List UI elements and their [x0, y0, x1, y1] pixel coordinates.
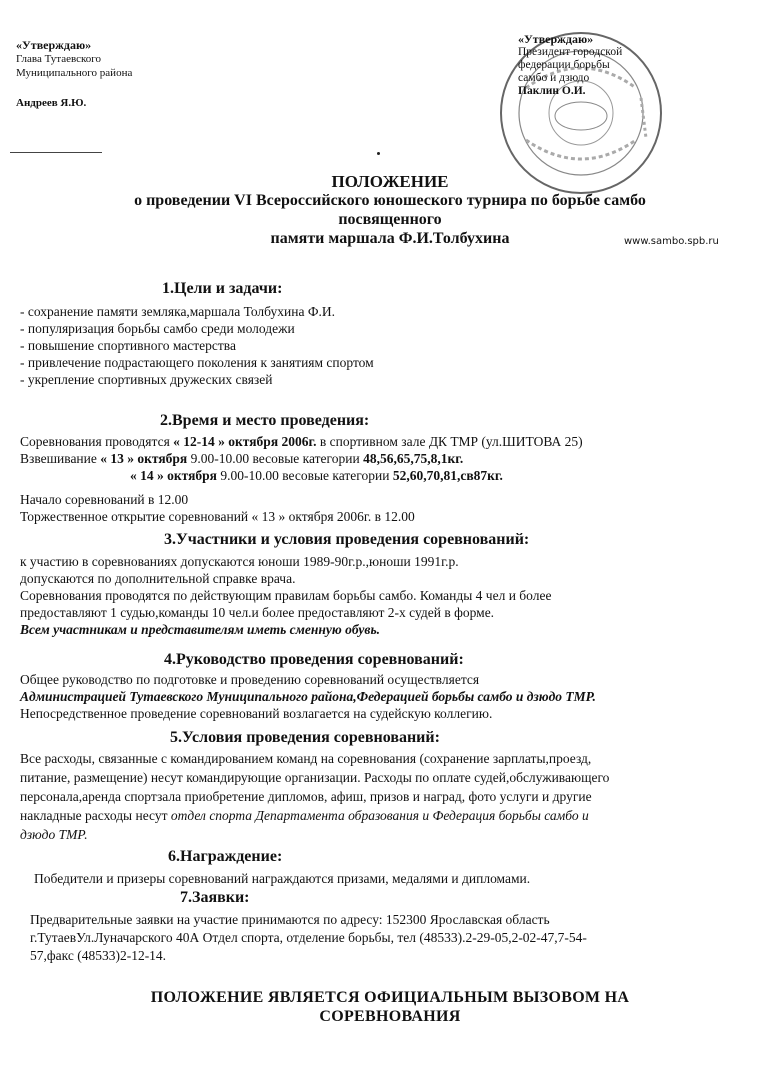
section2-body: [20, 433, 750, 525]
text-span: 9.00-10.00 весовые категории: [216, 468, 393, 483]
section7-line1: Предварительные заявки на участие принимаются по адресу: 152300 Ярославская область: [30, 912, 550, 927]
weight-categories: 52,60,70,81,св87кг.: [392, 468, 503, 483]
section7-line3: 57,факс (48533)2-12-14.: [30, 948, 167, 963]
document-title: [60, 172, 720, 248]
text-span: Взвешивание: [20, 451, 101, 466]
text-span: 9.00-10.00 весовые категории: [187, 451, 364, 466]
section3-line5: Всем участникам и представителям иметь сменную обувь.: [20, 622, 380, 637]
weight-categories: 48,56,65,75,8,1кг.: [363, 451, 464, 466]
section4-line1: Общее руководство по подготовке и проведению соревнований осуществляется: [20, 672, 480, 687]
section6-line1: Победители и призеры соревнований награждаются призами, медалями и дипломами.: [34, 871, 531, 886]
section2-line2: [20, 450, 750, 467]
approval-left-heading: «Утверждаю»: [16, 38, 92, 52]
section5-body: [20, 749, 755, 844]
approval-left-line1: Глава Тутаевского: [16, 53, 101, 65]
section2-line4: Начало соревнований в 12.00: [20, 492, 189, 507]
section5-line1: Все расходы, связанные с командированием команд на соревнования (сохранение зарплаты,проезд,: [20, 751, 592, 766]
list-item: - укрепление спортивных дружеских связей: [20, 372, 273, 387]
approval-right-signatory: Паклин О.И.: [518, 85, 586, 97]
section6-heading: 6.Награждение:: [168, 848, 283, 865]
section3-line3: Соревнования проводятся по действующим правилам борьбы самбо. Команды 4 чел и более: [20, 588, 552, 603]
section2-line3: [20, 467, 750, 484]
approval-right-heading: «Утверждаю»: [518, 32, 594, 46]
approval-left: [16, 38, 132, 110]
responsible-party: отдел спорта Департамента образования и Федерация борьбы самбо и: [170, 808, 589, 823]
section3-line1: к участию в соревнованиях допускаются юноши 1989-90г.р.,юноши 1991г.р.: [20, 554, 459, 569]
signature-line: [10, 152, 102, 153]
list-item: - популяризация борьбы самбо среди молодежи: [20, 321, 295, 336]
list-item: - повышение спортивного мастерства: [20, 338, 236, 353]
approval-left-signatory: Андреев Я.Ю.: [16, 97, 87, 109]
footer-line2: СОРЕВНОВАНИЯ: [319, 1008, 461, 1025]
approval-left-line2: Муниципального района: [16, 67, 133, 79]
weigh-in-date: « 13 » октября: [100, 451, 188, 466]
approval-right-line2: федерации борьбы: [518, 59, 610, 71]
footer-line1: ПОЛОЖЕНИЕ ЯВЛЯЕТСЯ ОФИЦИАЛЬНЫМ ВЫЗОВОМ НА: [150, 989, 630, 1006]
section1-list: [20, 303, 374, 388]
approval-right: [518, 33, 622, 98]
section2-heading: 2.Время и место проведения:: [160, 412, 370, 429]
text-span: накладные расходы несут: [20, 808, 171, 823]
section5-heading: 5.Условия проведения соревнований:: [170, 729, 440, 746]
section5-line3: персонала,аренда спортзала приобретение дипломов, афиш, призов и наград, фото услуги и другие: [20, 789, 592, 804]
text-span: в спортивном зале ДК ТМР (ул.ШИТОВА 25): [316, 434, 583, 449]
section4-body: [20, 671, 755, 722]
section4-line3: Непосредственное проведение соревнований возлагается на судейскую коллегию.: [20, 706, 493, 721]
section7-body: [30, 911, 755, 965]
title-line3: посвященного: [338, 211, 442, 228]
section7-line2: г.ТутаевУл.Луначарского 40А Отдел спорта, отделение борьбы, тел (48533).2-29-05,2-02-47,7-54-: [30, 930, 587, 945]
section3-line4: предоставляют 1 судью,команды 10 чел.и более предоставляют 2-х судей в форме.: [20, 605, 495, 620]
section5-line2: питание, размещение) несут командирующие организации. Расходы по оплате судей,обслуживающего: [20, 770, 610, 785]
title-line2: о проведении VI Всероссийского юношеского турнира по борьбе самбо: [134, 192, 646, 209]
section7-heading: 7.Заявки:: [180, 889, 250, 906]
section3-line2: допускаются по дополнительной справке врача.: [20, 571, 296, 586]
title-main: ПОЛОЖЕНИЕ: [331, 172, 449, 191]
title-line4: памяти маршала Ф.И.Толбухина: [270, 230, 510, 247]
section5-line4: [20, 806, 755, 825]
list-item: - привлечение подрастающего поколения к занятиям спортом: [20, 355, 374, 370]
date-range: « 12-14 » октября 2006г.: [173, 434, 317, 449]
website-link[interactable]: www.sambo.spb.ru: [624, 236, 719, 247]
section2-line1: [20, 433, 750, 450]
approval-right-line3: самбо и дзюдо: [518, 72, 590, 84]
section5-line5: дзюдо ТМР.: [20, 827, 88, 842]
dot-mark: [377, 152, 380, 155]
section4-line2: Администрацией Тутаевского Муниципального района,Федерацией борьбы самбо и дзюдо ТМР.: [20, 689, 596, 704]
section2-line5: Торжественное открытие соревнований « 13 » октября 2006г. в 12.00: [20, 509, 415, 524]
official-call-notice: [60, 988, 720, 1026]
text-span: Соревнования проводятся: [20, 434, 174, 449]
weigh-in-date: « 14 » октября: [130, 468, 217, 483]
list-item: - сохранение памяти земляка,маршала Толбухина Ф.И.: [20, 304, 335, 319]
section4-heading: 4.Руководство проведения соревнований:: [164, 651, 464, 668]
section3-body: [20, 553, 750, 638]
approval-right-line1: Президент городской: [518, 46, 623, 58]
section3-heading: 3.Участники и условия проведения соревнований:: [164, 531, 530, 548]
section1-heading: 1.Цели и задачи:: [162, 280, 283, 297]
